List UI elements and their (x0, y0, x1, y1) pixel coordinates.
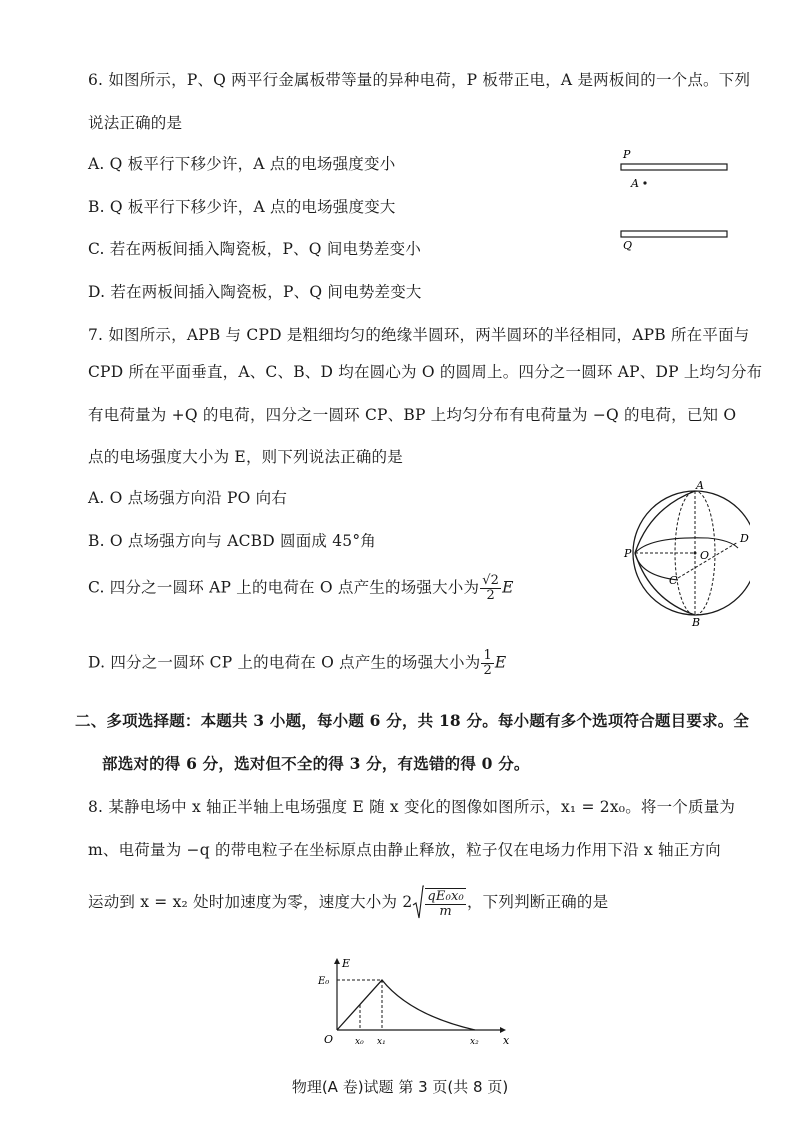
q7-option-d (88, 649, 506, 678)
q7-option-d-text: D. 四分之一圆环 CP 上的电荷在 O 点产生的场强大小为 (88, 653, 481, 672)
label-o: O (700, 549, 710, 562)
q7-option-c-fraction (480, 574, 501, 603)
q6-option-b: B. Q 板平行下移少许，A 点的电场强度变大 (88, 198, 396, 216)
q7-option-c-tail: E (502, 578, 514, 597)
x2-label: x₂ (470, 1037, 479, 1047)
q7-option-d-tail: E (494, 653, 507, 672)
q6-option-d: D. 若在两板间插入陶瓷板，P、Q 间电势差变大 (88, 283, 422, 301)
q7-option-d-fraction (481, 649, 493, 678)
point-a-label: A (631, 177, 639, 190)
x1-label: x₁ (377, 1037, 386, 1047)
label-b: B (692, 616, 701, 628)
q7-option-a: A. O 点场强方向沿 PO 向右 (88, 489, 288, 507)
page-footer: 物理(A 卷)试题 第 3 页(共 8 页) (291, 1078, 509, 1096)
label-c: C (669, 574, 678, 587)
fraction-numerator: √2 (482, 573, 500, 588)
q7-stem-line1: 7. 如图所示，APB 与 CPD 是粗细均匀的绝缘半圆环，两半圆环的半径相同，APB 所在平面与 (88, 326, 750, 344)
section2-line2: 部选对的得 6 分，选对但不全的得 3 分，有选错的得 0 分。 (102, 754, 530, 773)
sqrt-denominator: m (439, 903, 452, 919)
plate-q-label: Q (623, 239, 633, 252)
center-o (694, 552, 697, 555)
q6-option-c: C. 若在两板间插入陶瓷板，P、Q 间电势差变小 (88, 240, 422, 258)
q8-stem-line1: 8. 某静电场中 x 轴正半轴上电场强度 E 随 x 变化的图像如图所示，x₁ = 2x₀。将一个质量为 (88, 798, 736, 816)
x-axis-label: x (503, 1034, 510, 1047)
q8-stem-line3 (88, 885, 608, 921)
radical-sign (412, 885, 424, 921)
q7-stem-line2: CPD 所在平面垂直，A、C、B、D 均在圆心为 O 的圆周上。四分之一圆环 AP、DP 上均匀分布 (88, 363, 763, 381)
origin-label: O (324, 1033, 334, 1046)
q7-sphere-figure (620, 478, 750, 628)
q7-stem-line4: 点的电场强度大小为 E，则下列说法正确的是 (88, 448, 403, 466)
x-axis-arrow (500, 1027, 506, 1033)
q6-stem-line1: 6. 如图所示，P、Q 两平行金属板带等量的异种电荷，P 板带正电，A 是两板间的一个点。下列 (88, 71, 751, 89)
q7-option-c (88, 574, 514, 603)
e-axis-label: E (342, 957, 351, 970)
q7-stem-line3: 有电荷量为 +Q 的电荷，四分之一圆环 CP、BP 上均匀分布有电荷量为 −Q 的电荷，已知 O (88, 406, 737, 424)
x0-label: x₀ (355, 1037, 364, 1047)
q7-option-b: B. O 点场强方向与 ACBD 圆面成 45°角 (88, 532, 377, 550)
point-a (643, 181, 646, 184)
q8-stem-line3-pre: 运动到 x = x₂ 处时加速度为零，速度大小为 2 (88, 893, 413, 911)
plate-p (621, 164, 727, 170)
section2-line1: 二、多项选择题：本题共 3 小题，每小题 6 分，共 18 分。每小题有多个选项符合题目要求。全 (75, 711, 750, 730)
q8-e-x-graph (315, 955, 515, 1055)
plate-q (621, 231, 727, 237)
sqrt-expression (412, 885, 467, 921)
plate-p-label: P (623, 148, 631, 161)
q8-stem-line2: m、电荷量为 −q 的带电粒子在坐标原点由静止释放，粒子仅在电场力作用下沿 x 轴正方向 (88, 841, 721, 859)
label-d: D (740, 532, 749, 545)
fraction-denominator: 2 (486, 588, 495, 603)
sqrt-fraction (425, 888, 466, 919)
q6-option-a: A. Q 板平行下移少许，A 点的电场强度变小 (88, 155, 396, 173)
fraction-numerator: 1 (483, 648, 492, 663)
e0-label: E₀ (318, 976, 330, 987)
label-p: P (624, 547, 632, 560)
q7-option-c-text: C. 四分之一圆环 AP 上的电荷在 O 点产生的场强大小为 (88, 578, 480, 597)
q6-stem-line2: 说法正确的是 (88, 114, 183, 132)
label-a: A (696, 479, 704, 492)
e-curve (337, 980, 475, 1030)
q8-stem-line3-post: ，下列判断正确的是 (466, 893, 609, 911)
e-axis-arrow (334, 958, 340, 964)
fraction-denominator: 2 (483, 663, 492, 678)
q6-capacitor-figure (615, 145, 740, 260)
sqrt-numerator: qE₀x₀ (427, 888, 464, 904)
